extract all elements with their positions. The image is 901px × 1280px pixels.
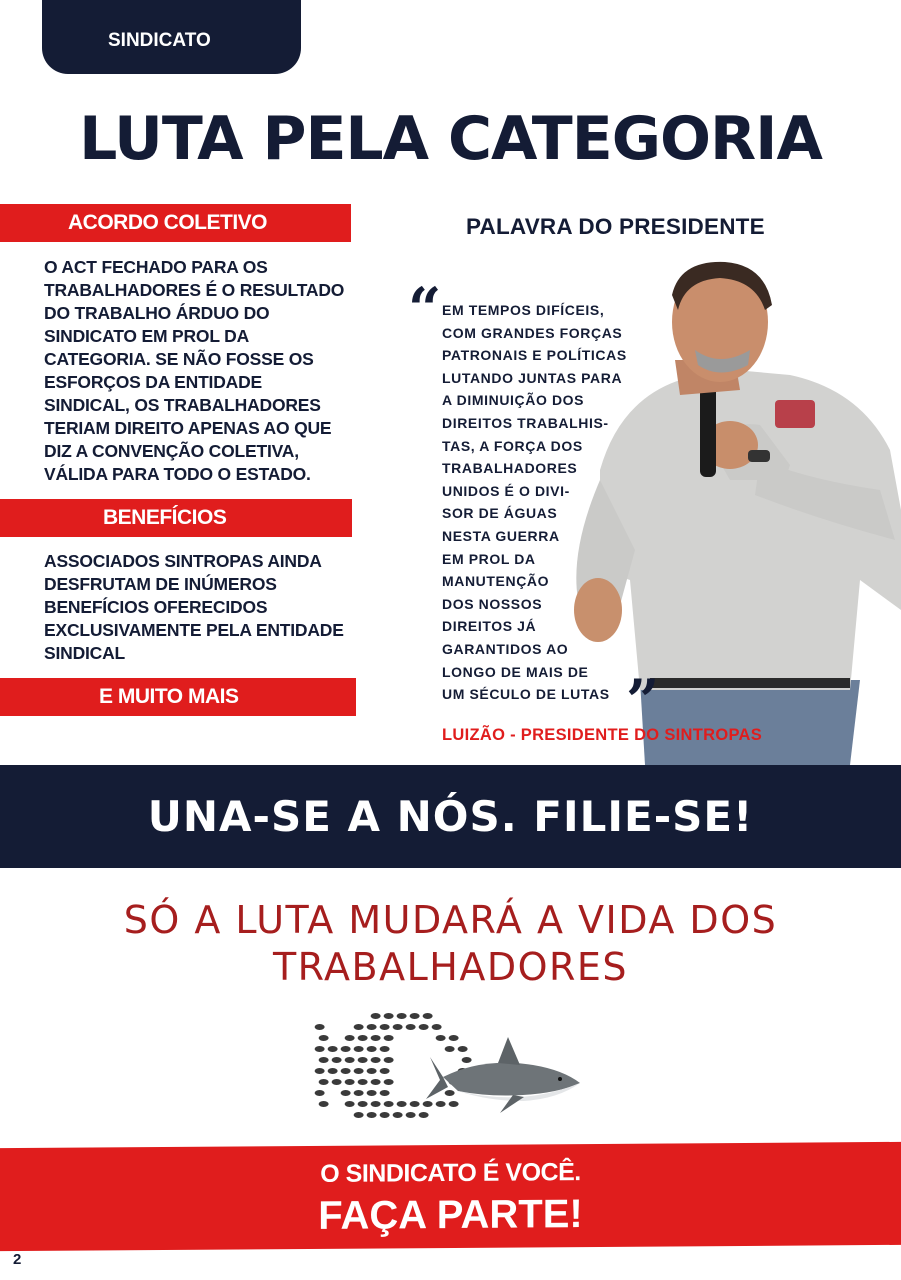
small-fish xyxy=(319,1101,329,1107)
small-fish xyxy=(423,1013,433,1019)
open-quote-mark: “ xyxy=(408,275,442,343)
quote-line: DIREITOS TRABALHIS- xyxy=(442,414,609,431)
small-fish xyxy=(410,1101,420,1107)
small-fish xyxy=(367,1112,377,1118)
slogan-line-2: TRABALHADORES xyxy=(272,945,629,989)
president-heading: PALAVRA DO PRESIDENTE xyxy=(466,214,765,239)
join-banner-text: UNA-SE A NÓS. FILIE-SE! xyxy=(147,792,754,841)
text-line: SINDICATO EM PROL DA xyxy=(44,326,250,346)
small-fish xyxy=(319,1079,329,1085)
president-quote xyxy=(442,299,627,706)
small-fish xyxy=(315,1024,325,1030)
small-fish xyxy=(384,1079,394,1085)
small-fish xyxy=(319,1057,329,1063)
small-fish xyxy=(449,1035,459,1041)
quote-line: LUTANDO JUNTAS PARA xyxy=(442,369,623,386)
small-fish xyxy=(315,1046,325,1052)
small-fish xyxy=(393,1024,403,1030)
text-line: DO TRABALHO ÁRDUO DO xyxy=(44,303,270,323)
quote-line: PATRONAIS E POLÍTICAS xyxy=(442,347,627,364)
small-fish xyxy=(380,1068,390,1074)
section-tab-label: SINDICATO xyxy=(108,30,211,51)
section-heading: ACORDO COLETIVO xyxy=(68,211,268,234)
small-fish xyxy=(406,1112,416,1118)
quote-line: COM GRANDES FORÇAS xyxy=(442,324,623,341)
section-bar-acordo xyxy=(0,204,351,242)
small-fish xyxy=(371,1101,381,1107)
footer-line-2: FAÇA PARTE! xyxy=(318,1192,583,1238)
small-fish xyxy=(371,1079,381,1085)
small-fish xyxy=(354,1046,364,1052)
small-fish xyxy=(423,1101,433,1107)
president-signature: LUIZÃO - PRESIDENTE DO SINTROPAS xyxy=(442,726,763,744)
small-fish xyxy=(436,1035,446,1041)
text-line: EXCLUSIVAMENTE PELA ENTIDADE xyxy=(44,620,344,640)
small-fish xyxy=(341,1090,351,1096)
text-line: TERIAM DIREITO APENAS AO QUE xyxy=(44,418,332,438)
small-fish xyxy=(384,1101,394,1107)
small-fish xyxy=(449,1101,459,1107)
quote-line: LONGO DE MAIS DE xyxy=(442,663,589,680)
text-line: SINDICAL xyxy=(44,643,126,663)
small-fish xyxy=(332,1057,342,1063)
quote-line: UM SÉCULO DE LUTAS xyxy=(442,686,610,703)
quote-line: DOS NOSSOS xyxy=(442,595,543,612)
text-line: O ACT FECHADO PARA OS xyxy=(44,257,268,277)
quote-line: TAS, A FORÇA DOS xyxy=(442,437,583,454)
small-fish xyxy=(345,1079,355,1085)
text-line: ESFORÇOS DA ENTIDADE xyxy=(44,372,263,392)
text-line: TRABALHADORES É O RESULTADO xyxy=(44,280,345,300)
quote-line: TRABALHADORES xyxy=(442,460,578,477)
small-fish xyxy=(354,1090,364,1096)
text-line: DESFRUTAM DE INÚMEROS xyxy=(44,574,277,594)
footer-banner xyxy=(0,1142,901,1251)
small-fish xyxy=(345,1035,355,1041)
small-fish xyxy=(458,1046,468,1052)
quote-line: MANUTENÇÃO xyxy=(442,573,550,590)
small-fish xyxy=(380,1112,390,1118)
quote-line: GARANTIDOS AO xyxy=(442,640,569,657)
text-line: ASSOCIADOS SINTROPAS AINDA xyxy=(44,551,322,571)
small-fish xyxy=(367,1046,377,1052)
small-fish xyxy=(397,1101,407,1107)
text-line: DIZ A CONVENÇÃO COLETIVA, xyxy=(44,441,299,461)
section-bar-mais xyxy=(0,678,356,716)
section-tab xyxy=(42,0,301,74)
quote-line: NESTA GUERRA xyxy=(442,527,560,544)
small-fish xyxy=(354,1024,364,1030)
text-line: SINDICAL, OS TRABALHADORES xyxy=(44,395,321,415)
small-fish xyxy=(419,1112,429,1118)
small-fish xyxy=(332,1079,342,1085)
quote-line: SOR DE ÁGUAS xyxy=(442,505,558,522)
small-fish xyxy=(315,1068,325,1074)
page-title: LUTA PELA CATEGORIA xyxy=(79,104,822,174)
text-line: BENEFÍCIOS OFERECIDOS xyxy=(44,597,268,617)
section-heading: E MUITO MAIS xyxy=(99,685,239,708)
quote-line: A DIMINUIÇÃO DOS xyxy=(442,392,585,409)
small-fish xyxy=(393,1112,403,1118)
small-fish xyxy=(384,1013,394,1019)
small-fish xyxy=(371,1057,381,1063)
small-fish xyxy=(436,1101,446,1107)
small-fish xyxy=(380,1046,390,1052)
small-fish xyxy=(345,1101,355,1107)
small-fish xyxy=(367,1068,377,1074)
text-line: CATEGORIA. SE NÃO FOSSE OS xyxy=(44,349,314,369)
small-fish xyxy=(371,1035,381,1041)
small-fish xyxy=(432,1024,442,1030)
small-fish xyxy=(410,1013,420,1019)
small-fish xyxy=(345,1057,355,1063)
section-bar-beneficios xyxy=(0,499,352,537)
quote-line: EM TEMPOS DIFÍCEIS, xyxy=(442,302,605,318)
slogan-line-1: SÓ A LUTA MUDARÁ A VIDA DOS xyxy=(123,898,778,942)
small-fish xyxy=(358,1057,368,1063)
small-fish xyxy=(315,1090,325,1096)
small-fish xyxy=(384,1057,394,1063)
small-fish xyxy=(358,1079,368,1085)
page-number: 2 xyxy=(13,1251,22,1268)
small-fish xyxy=(380,1090,390,1096)
quote-line: UNIDOS É O DIVI- xyxy=(442,482,570,499)
beneficios-text xyxy=(44,550,344,665)
small-fish xyxy=(341,1068,351,1074)
section-heading: BENEFÍCIOS xyxy=(103,506,227,529)
quote-line: DIREITOS JÁ xyxy=(442,618,537,635)
small-fish xyxy=(397,1013,407,1019)
small-fish xyxy=(419,1024,429,1030)
small-fish xyxy=(354,1112,364,1118)
close-quote-mark: ” xyxy=(626,667,660,735)
small-fish xyxy=(371,1013,381,1019)
quote-line: EM PROL DA xyxy=(442,550,536,567)
text-line: VÁLIDA PARA TODO O ESTADO. xyxy=(44,464,311,484)
small-fish xyxy=(328,1068,338,1074)
small-fish xyxy=(358,1101,368,1107)
small-fish xyxy=(445,1046,455,1052)
small-fish xyxy=(367,1024,377,1030)
small-fish xyxy=(341,1046,351,1052)
small-fish xyxy=(384,1035,394,1041)
small-fish xyxy=(319,1035,329,1041)
fish-school-shark-illustration xyxy=(308,995,586,1140)
small-fish xyxy=(406,1024,416,1030)
footer-line-1: O SINDICATO É VOCÊ. xyxy=(320,1158,581,1188)
small-fish xyxy=(354,1068,364,1074)
join-banner xyxy=(0,765,901,868)
small-fish xyxy=(328,1046,338,1052)
acordo-text xyxy=(44,256,344,486)
small-fish xyxy=(380,1024,390,1030)
small-fish xyxy=(445,1090,455,1096)
small-fish xyxy=(367,1090,377,1096)
small-fish xyxy=(358,1035,368,1041)
small-fish xyxy=(462,1057,472,1063)
